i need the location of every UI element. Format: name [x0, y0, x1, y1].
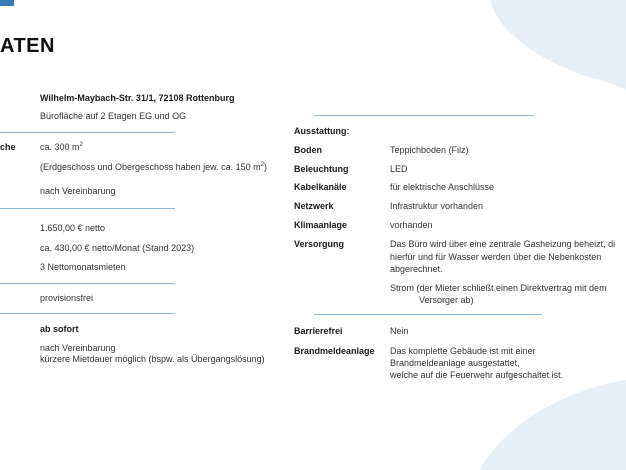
feature-value-floor: Teppichboden (Filz) — [390, 145, 469, 155]
page-heading: ATEN — [0, 35, 55, 57]
feature-label-network: Netzwerk — [294, 201, 334, 211]
term-line-2: kürzere Mietdauer möglich (bspw. als Übergangslösung) — [40, 354, 265, 364]
divider — [0, 208, 175, 209]
power-line-1: Strom (der Mieter schließt einen Direktvertrag mit dem — [390, 283, 607, 293]
rent-value: 1.650,00 € netto — [40, 223, 106, 233]
feature-label-lighting: Beleuchtung — [294, 164, 349, 174]
area-label-fragment: che — [0, 142, 16, 152]
fire-alarm-line-2: Brandmeldeanlage ausgestattet, — [390, 358, 520, 368]
bottom-right-blob — [480, 380, 626, 470]
feature-value-cable-ducts: für elektrische Anschlüsse — [390, 182, 495, 192]
supply-line-2: hierfür und für Wasser werden über die Nebenkosten — [390, 252, 602, 262]
divider — [314, 314, 542, 315]
corner-accent — [0, 0, 14, 6]
feature-label-barrier-free: Barrierefrei — [294, 326, 343, 336]
feature-value-barrier-free: Nein — [390, 326, 409, 336]
area-value: ca. 300 $m^2$ — [40, 142, 83, 152]
address: Wilhelm-Maybach-Str. 31/1, 72108 Rottenburg — [40, 93, 235, 103]
feature-label-fire-alarm: Brandmeldeanlage — [294, 346, 375, 356]
feature-label-air-conditioning: Klimaanlage — [294, 220, 348, 230]
availability-note: nach Vereinbarung — [40, 186, 116, 196]
power-line-2: Versorger ab) — [419, 295, 474, 305]
deposit-value: 3 Nettomonatsmieten — [40, 262, 126, 272]
divider — [0, 132, 175, 133]
feature-value-lighting: LED — [390, 164, 408, 174]
supply-line-1: Das Büro wird über eine zentrale Gasheizung beheizt, di — [390, 239, 616, 249]
fire-alarm-line-1: Das komplette Gebäude ist mit einer — [390, 346, 536, 356]
feature-value-air-conditioning: vorhanden — [390, 220, 433, 230]
extra-costs-value: ca. 430,00 € netto/Monat (Stand 2023) — [40, 243, 195, 253]
commission-value: provisionsfrei — [40, 293, 94, 303]
available-from: ab sofort — [40, 324, 79, 334]
term-line-1: nach Vereinbarung — [40, 343, 116, 353]
feature-label-cable-ducts: Kabelkanäle — [294, 182, 347, 192]
feature-label-supply: Versorgung — [294, 239, 345, 249]
feature-value-network: Infrastruktur vorhanden — [390, 201, 484, 211]
features-title: Ausstattung: — [294, 126, 350, 136]
area-description: Bürofläche auf 2 Etagen EG und OG — [40, 111, 187, 121]
fire-alarm-line-3: welche auf die Feuerwehr aufgeschaltet ist. — [390, 370, 564, 380]
feature-label-floor: Boden — [294, 145, 322, 155]
top-right-blob — [490, 0, 626, 90]
divider — [314, 115, 534, 116]
divider — [0, 313, 175, 314]
supply-line-3: abgerechnet. — [390, 264, 443, 274]
area-note: (Erdgeschoss und Obergeschoss haben jew. ca. 150 $m^2$) — [40, 162, 267, 172]
divider — [0, 283, 175, 284]
